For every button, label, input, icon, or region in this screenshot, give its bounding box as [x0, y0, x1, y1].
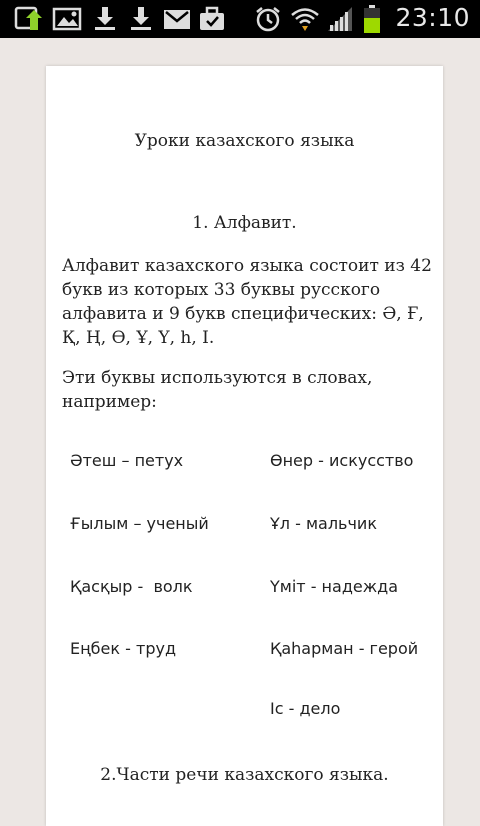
word-example: Әтеш – петух [70, 451, 184, 470]
paragraph-examples-intro: Эти буквы используются в словах, например: [62, 368, 373, 412]
download-icon [92, 6, 118, 32]
mail-icon [162, 6, 192, 32]
word-example: Өнер - искусство [270, 451, 414, 470]
word-example: Қасқыр - волк [70, 577, 193, 596]
sync-icon [14, 6, 44, 32]
alarm-icon [254, 6, 282, 32]
word-example: Үміт - надежда [270, 577, 399, 596]
document-page [46, 66, 443, 826]
page-title: Уроки казахского языка [134, 131, 355, 151]
clock-time: 23:10 [395, 3, 470, 32]
status-bar [0, 0, 480, 38]
wifi-icon [290, 6, 320, 32]
word-example: Қаһарман - герой [270, 639, 419, 658]
word-example: Іс - дело [270, 699, 341, 718]
section-heading-parts-of-speech: 2.Части речи казахского языка. [100, 765, 389, 785]
download-icon [128, 6, 154, 32]
image-icon [52, 6, 82, 32]
briefcase-icon [198, 6, 226, 32]
signal-icon [326, 6, 354, 32]
word-example: Ғылым – ученый [70, 514, 209, 533]
paragraph-alphabet-description: Алфавит казахского языка состоит из 42 букв из которых 33 буквы русского алфавита и 9 букв специфических: Ә, Ғ, Қ, Ң, Ө, Ұ, Ү, h, І. [62, 256, 432, 348]
word-example: Ұл - мальчик [270, 514, 377, 533]
word-example: Еңбек - труд [70, 639, 177, 658]
section-heading-alphabet: 1. Алфавит. [192, 213, 297, 233]
battery-icon [362, 4, 382, 34]
